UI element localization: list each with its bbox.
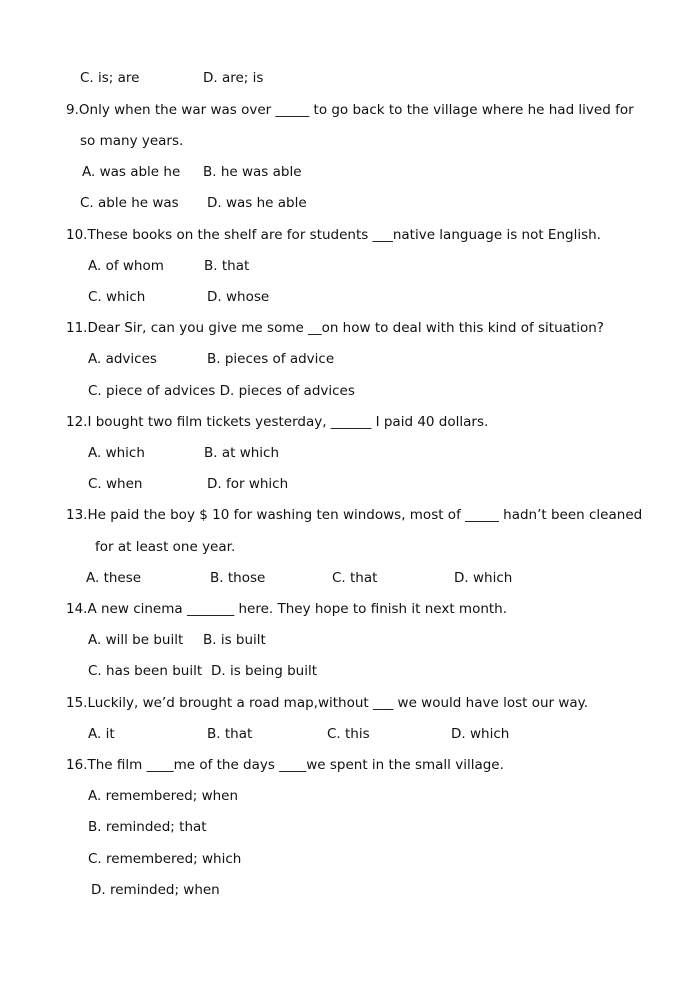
- q12-option-c: C. when: [88, 476, 143, 492]
- q13-option-c: C. that: [332, 570, 378, 586]
- q16-option-a: A. remembered; when: [88, 788, 239, 804]
- q12-stem: 12.I bought two film tickets yesterday, ______ I paid 40 dollars.: [66, 414, 489, 430]
- q16-option-d: D. reminded; when: [91, 882, 220, 898]
- q14-option-a: A. will be built: [88, 632, 184, 648]
- q13-option-b: B. those: [210, 570, 266, 586]
- q9-stem-line1: 9.Only when the war was over _____ to go back to the village where he had lived for: [66, 102, 634, 118]
- q13-option-d: D. which: [454, 570, 513, 586]
- q12-option-a: A. which: [88, 445, 145, 461]
- q10-option-a: A. of whom: [88, 258, 164, 274]
- q15-option-b: B. that: [207, 726, 253, 742]
- q9-option-c: C. able he was: [80, 195, 179, 211]
- q14-stem: 14.A new cinema _______ here. They hope to finish it next month.: [66, 601, 508, 617]
- q13-option-a: A. these: [86, 570, 142, 586]
- q15-option-c: C. this: [327, 726, 370, 742]
- q10-option-c: C. which: [88, 289, 146, 305]
- q11-option-c-d: C. piece of advices D. pieces of advices: [88, 383, 355, 399]
- q16-option-c: C. remembered; which: [88, 851, 242, 867]
- q16-stem: 16.The film ____me of the days ____we spent in the small village.: [66, 757, 504, 773]
- q12-option-d: D. for which: [207, 476, 289, 492]
- q14-option-b: B. is built: [203, 632, 266, 648]
- q13-stem-line2: for at least one year.: [95, 539, 236, 555]
- q9-option-b: B. he was able: [203, 164, 302, 180]
- q9-option-a: A. was able he: [82, 164, 181, 180]
- q12-option-b: B. at which: [204, 445, 280, 461]
- q15-option-d: D. which: [451, 726, 510, 742]
- q11-option-a: A. advices: [88, 351, 157, 367]
- q13-stem-line1: 13.He paid the boy $ 10 for washing ten windows, most of _____ hadn’t been cleaned: [66, 507, 643, 523]
- q11-stem: 11.Dear Sir, can you give me some __on how to deal with this kind of situation?: [66, 320, 604, 336]
- q11-option-b: B. pieces of advice: [207, 351, 335, 367]
- q9-option-d: D. was he able: [207, 195, 307, 211]
- q15-option-a: A. it: [88, 726, 115, 742]
- q10-option-b: B. that: [204, 258, 250, 274]
- q14-option-c: C. has been built: [88, 663, 203, 679]
- q8-option-c: C. is; are: [80, 70, 140, 86]
- q10-stem: 10.These books on the shelf are for students ___native language is not English.: [66, 227, 601, 243]
- q8-option-d: D. are; is: [203, 70, 264, 86]
- q9-stem-line2: so many years.: [80, 133, 184, 149]
- q15-stem: 15.Luckily, we’d brought a road map,without ___ we would have lost our way.: [66, 695, 589, 711]
- q16-option-b: B. reminded; that: [88, 819, 207, 835]
- q14-option-d: D. is being built: [211, 663, 318, 679]
- q10-option-d: D. whose: [207, 289, 270, 305]
